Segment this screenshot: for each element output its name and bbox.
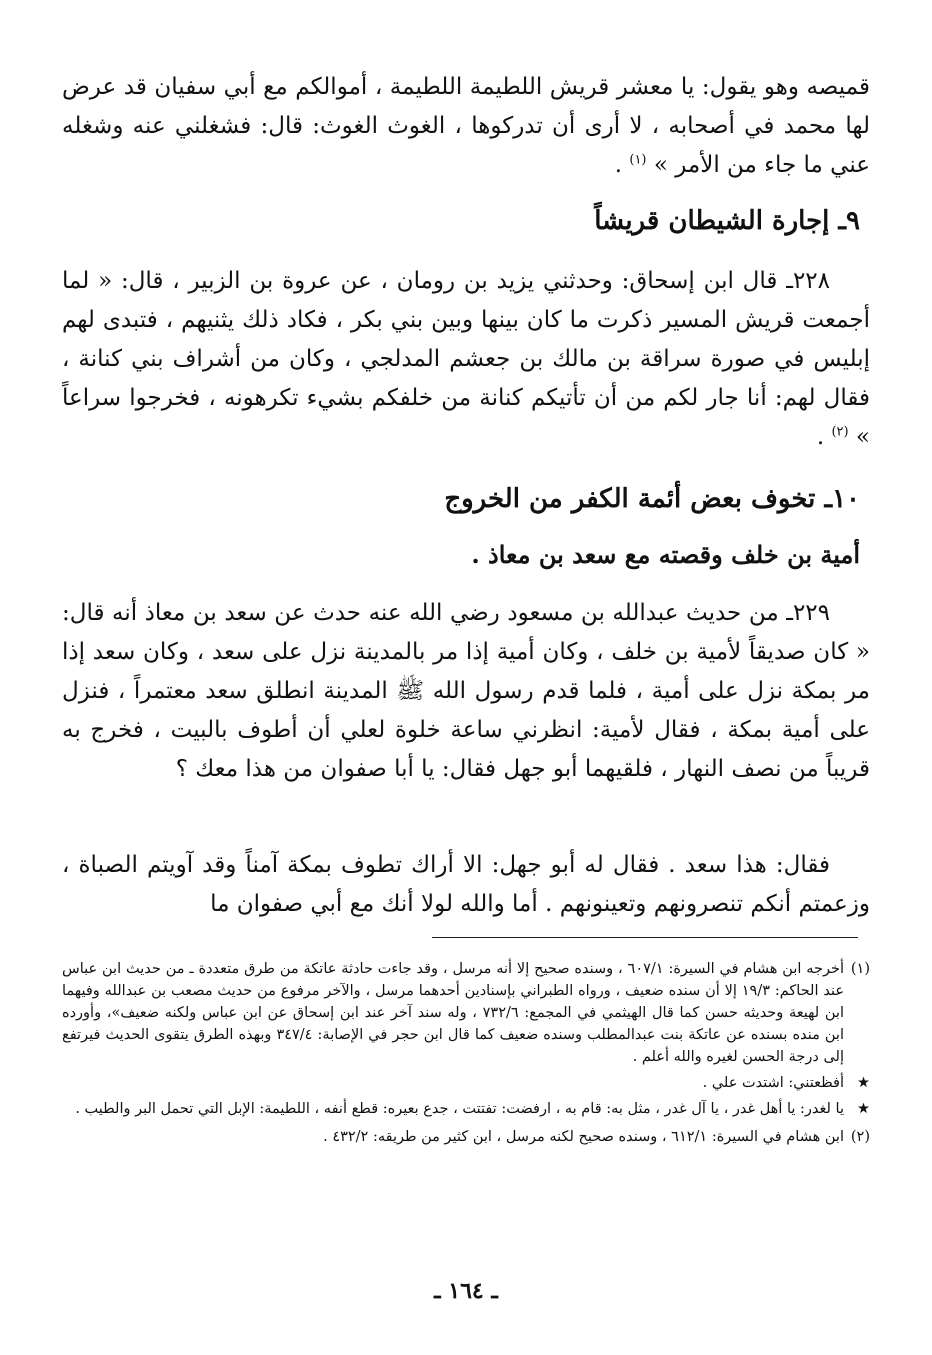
footnote-1-text: أخرجه ابن هشام في السيرة: ٦٠٧/١ ، وسنده صحيح إلا أنه مرسل ، وقد جاءت حادثة عاتكة من طرق متعددة ـ من حديث ابن عباس عند الحاكم: ١٩/٣ إلا أن سنده ضعيف ، ورواه الطبراني بإسنادين أحدهما مرسل ، والآخر مرفوع من حديث مصعب بن عبدالله وفيهما ابن لهيعة وحديثه حسن كما قال الهيثمي في المجمع: ٧٣٢/٦ ، وله سند آخر عند ابن إسحاق عن ابن عباس ولكنه ضعيف»، وأورده ابن منده بسنده عن عاتكة بنت عبدالمطلب وسنده ضعيف كما قال ابن حجر في الإصابة: ٣٤٧/٤ وبهذه الطرق يتقوى الحديث فيرتفع إلى درجة الحسن لغيره والله أعلم .: [62, 961, 844, 1065]
footnote-divider: [432, 937, 858, 938]
intro-tail: .: [614, 152, 630, 178]
paragraph-229: ٢٢٩ـ من حديث عبدالله بن مسعود رضي الله عنه حدث عن سعد بن معاذ أنه قال: « كان صديقاً لأمية بن خلف ، وكان أمية إذا مر بالمدينة نزل على سعد ، وكان سعد إذا مر بمكة نزل على أمية ، فلما قدم رسول الله ﷺ المدينة انطلق سعد معتمراً ، فنزل على أمية بمكة ، فقال لأمية: انظرني ساعة خلوة لعلي أن أطوف بالبيت ، فخرج به قريباً من نصف النهار ، فلقيهما أبو جهل فقال: يا أبا صفوان من هذا معك ؟: [62, 600, 870, 782]
paragraph-228-tail: .: [816, 424, 832, 450]
footnote-gloss-2-text: يا لغدر: يا أهل غدر ، يا آل غدر ، مثل به: قام به ، ارفضت: تفتتت ، جدع بعيره: قطع أنفه ، اللطيمة: الإبل التي تحمل البر والطيب .: [75, 1101, 844, 1117]
intro-paragraph: [62, 68, 870, 185]
paragraph-228-text: ٢٢٨ـ قال ابن إسحاق: وحدثني يزيد بن رومان ، عن عروة بن الزبير ، قال: « لما أجمعت قريش المسير ذكرت ما كان بينها وبين بني بكر ، فكاد ذلك يثنيهم ، فتبدى لهم إبليس في صورة سراقة بن مالك بن جعشم المدلجي ، وكان من أشراف بني كنانة ، فقال لهم: أنا جار لكم من أن تأتيكم كنانة من خلفكم بشيء تكرهونه ، فخرجوا سراعاً »: [62, 268, 870, 450]
footnotes: [62, 958, 870, 1152]
footnote-2: [62, 1126, 870, 1148]
star-icon: ★: [857, 1101, 870, 1117]
footnote-gloss-1-text: أفظعتني: اشتدت علي .: [702, 1075, 844, 1091]
paragraph-continuation: فقال: هذا سعد . فقال له أبو جهل: الا أراك تطوف بمكة آمناً وقد آويتم الصباة ، وزعمتم أنكم تنصرونهم وتعينونهم . أما والله لولا أنك مع أبي صفوان ما: [62, 852, 870, 917]
section-10-subheading: أمية بن خلف وقصته مع سعد بن معاذ .: [471, 540, 860, 569]
footnote-ref-2: (٢): [831, 424, 849, 440]
footnote-1-marker: (١): [850, 961, 870, 977]
footnote-2-text: ابن هشام في السيرة: ٦١٢/١ ، وسنده صحيح لكنه مرسل ، ابن كثير من طريقه: ٤٣٢/٢ .: [323, 1129, 844, 1145]
intro-text: قميصه وهو يقول: يا معشر قريش اللطيمة اللطيمة ، أموالكم مع أبي سفيان قد عرض لها محمد في أصحابه ، لا أرى أن تدركوها ، الغوث الغوث: قال: فشغلني عنه وشغله عني ما جاء من الأمر »: [62, 74, 870, 178]
footnote-2-marker: (٢): [850, 1129, 870, 1145]
section-10-heading: ١٠ـ تخوف بعض أئمة الكفر من الخروج: [444, 484, 860, 514]
footnote-gloss-1: [62, 1072, 870, 1094]
paragraph-228: [62, 262, 870, 457]
section-9-heading: ٩ـ إجارة الشيطان قريشاً: [594, 206, 860, 236]
star-icon: ★: [857, 1075, 870, 1091]
footnote-gloss-2: [62, 1098, 870, 1120]
footnote-ref-1: (١): [629, 152, 647, 168]
page-number: ـ ١٦٤ ـ: [434, 1278, 498, 1304]
footnote-1: [62, 958, 870, 1068]
